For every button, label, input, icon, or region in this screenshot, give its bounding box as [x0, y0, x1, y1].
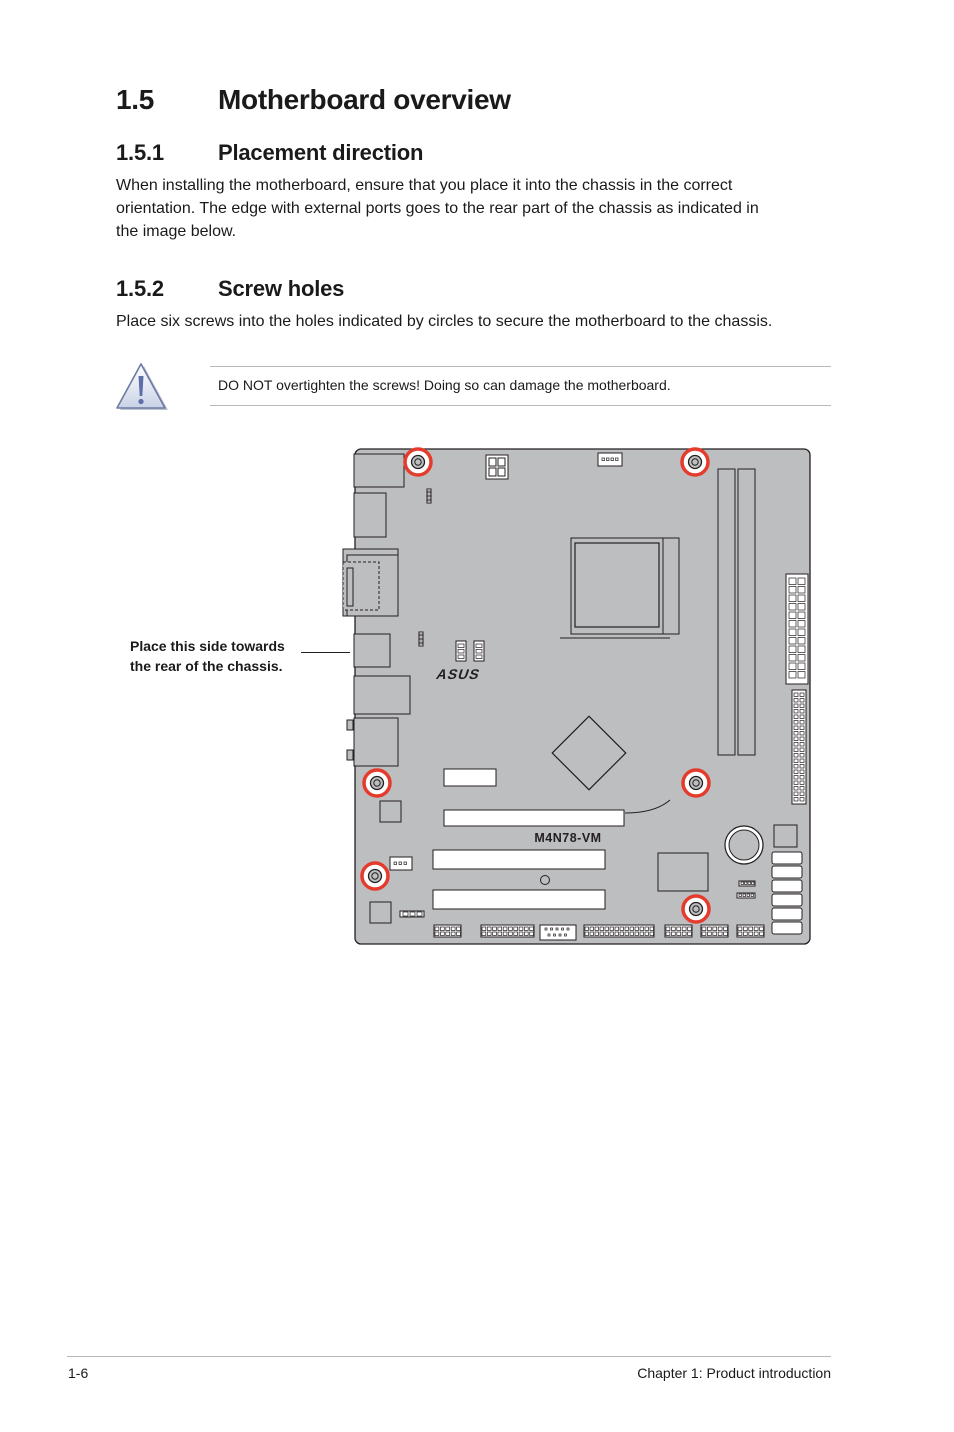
sata-port	[772, 852, 802, 864]
header-com	[540, 925, 576, 940]
chip-left	[380, 801, 401, 822]
pci-mark	[541, 876, 550, 885]
note-bottom-rule	[210, 405, 831, 406]
pci-express-x1-slot	[444, 769, 496, 786]
screw-hole	[362, 863, 388, 889]
paragraph-line: the image below.	[116, 223, 237, 240]
io-usb-1	[354, 493, 386, 537]
cpu-socket-lever	[663, 538, 679, 634]
paragraph-line: orientation. The edge with external ports goes to the rear part of the chassis as indicated in	[116, 200, 759, 217]
chip-right-top	[774, 825, 797, 847]
subsection-heading-placement	[116, 140, 423, 166]
screw-hole	[364, 770, 390, 796]
pci-slot-2	[433, 890, 605, 909]
chassis-fan-header	[390, 857, 412, 870]
io-usb-2	[354, 634, 390, 667]
sata-port	[772, 922, 802, 934]
placement-paragraph	[116, 174, 759, 243]
section-title: Motherboard overview	[218, 84, 511, 115]
warning-triangle-icon	[114, 362, 170, 414]
io-ps2	[354, 454, 404, 487]
asus-logo	[434, 667, 482, 683]
super-io-chip	[658, 853, 708, 891]
callout-line: the rear of the chassis.	[130, 658, 283, 674]
board-model-label: M4N78-VM	[534, 831, 602, 845]
screw-hole	[683, 896, 709, 922]
section-number: 1.5	[116, 84, 155, 115]
callout-line: Place this side towards	[130, 638, 285, 654]
subsection-title: Screw holes	[218, 276, 345, 301]
screw-hole	[405, 449, 431, 475]
sata-port	[772, 880, 802, 892]
pci-slot-1	[433, 850, 605, 869]
note-top-rule	[210, 366, 831, 367]
io-vga-inner	[347, 568, 353, 606]
io-audio-tab-2	[347, 750, 353, 760]
screw-hole	[682, 449, 708, 475]
subsection-title: Placement direction	[218, 140, 424, 165]
chapter-title: Chapter 1: Product introduction	[637, 1365, 831, 1381]
paragraph-line: When installing the motherboard, ensure that you place it into the chassis in the correct	[116, 177, 733, 194]
sata-port	[772, 866, 802, 878]
chip-left-bottom	[370, 902, 391, 923]
io-audio	[354, 718, 398, 766]
cmos-battery-inner	[729, 830, 759, 860]
sata-port	[772, 894, 802, 906]
subsection-number: 1.5.2	[116, 276, 164, 301]
rear-callout	[130, 636, 285, 676]
dimm-slot-a	[718, 469, 735, 755]
note-text: DO NOT overtighten the screws! Doing so can damage the motherboard.	[218, 377, 671, 393]
subsection-number: 1.5.1	[116, 140, 164, 165]
cpu-socket	[575, 543, 659, 627]
pci-express-x16-slot	[444, 810, 624, 826]
asus-logo-text: ASUS	[434, 667, 483, 683]
screw-paragraph: Place six screws into the holes indicated by circles to secure the motherboard to the chassis.	[116, 313, 773, 330]
footer-rule	[67, 1356, 831, 1357]
dimm-slot-b	[738, 469, 755, 755]
cpu-fan-header	[598, 453, 622, 466]
page-number: 1-6	[68, 1365, 89, 1381]
subsection-heading-screw	[116, 276, 344, 302]
sata-port	[772, 908, 802, 920]
screw-hole	[683, 770, 709, 796]
section-heading	[116, 84, 511, 116]
io-lan	[354, 676, 410, 714]
io-audio-tab-1	[347, 720, 353, 730]
motherboard-diagram	[340, 440, 820, 950]
